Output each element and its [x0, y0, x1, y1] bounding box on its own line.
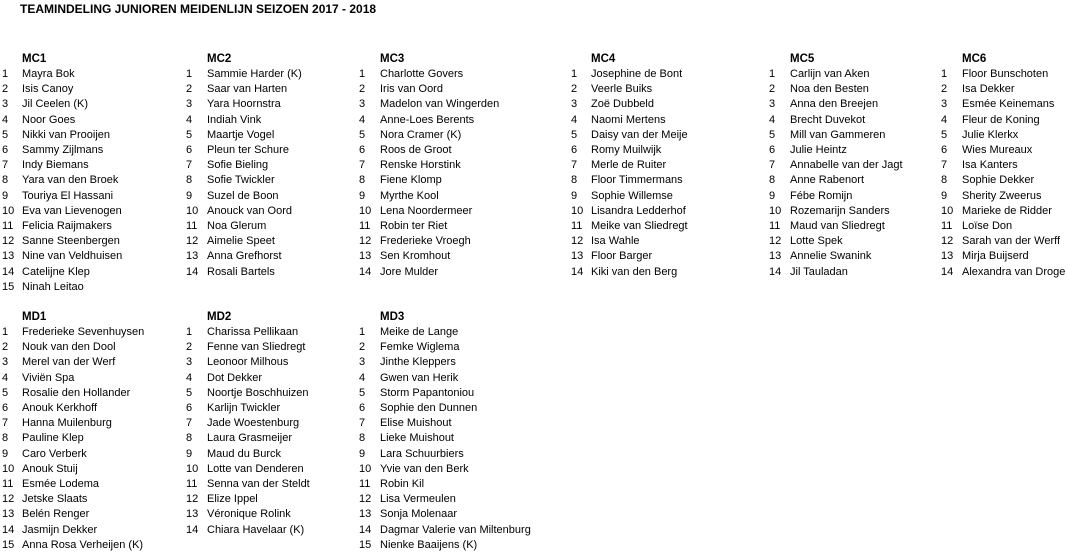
player-number: 13 [186, 250, 199, 263]
player-number: 14 [2, 265, 15, 278]
player-number: 13 [359, 508, 372, 521]
player-number: 10 [769, 204, 782, 217]
player-name: Yvie van den Berk [380, 462, 469, 475]
player-number: 6 [359, 402, 366, 414]
player-number: 2 [186, 83, 193, 96]
player-number: 14 [186, 265, 199, 278]
player-name: Anouk Kerkhoff [22, 402, 98, 414]
player-name: Jade Woestenburg [207, 417, 300, 430]
player-name: Catelijne Klep [22, 265, 90, 278]
player-name: Maartje Vogel [207, 128, 275, 141]
player-number: 6 [359, 144, 366, 156]
player-name: Floor Timmermans [591, 174, 683, 187]
player-number: 10 [571, 204, 584, 217]
player-number: 3 [359, 98, 366, 111]
team-header: MD1 [22, 311, 47, 323]
player-name: Leonoor Milhous [207, 356, 289, 369]
player-number: 4 [571, 113, 578, 126]
player-number: 3 [941, 98, 948, 111]
player-number: 4 [359, 371, 366, 384]
player-number: 14 [2, 523, 15, 536]
player-name: Indiah Vink [207, 113, 262, 126]
player-name: Fiene Klomp [380, 174, 442, 187]
player-number: 10 [2, 462, 15, 475]
player-number: 15 [359, 538, 372, 551]
player-number: 7 [941, 159, 948, 172]
player-number: 13 [2, 508, 15, 521]
player-name: Anne Rabenort [790, 174, 864, 187]
player-name: Sarah van der Werff [962, 235, 1061, 248]
player-name: Frederieke Sevenhuysen [22, 326, 145, 338]
player-name: Rosalie den Hollander [22, 386, 131, 399]
player-name: Laura Grasmeijer [207, 432, 292, 445]
player-number: 9 [2, 447, 9, 460]
player-name: Suzel de Boon [207, 189, 279, 202]
player-name: Anna Grefhorst [207, 250, 282, 263]
player-name: Charlotte Govers [380, 68, 464, 80]
player-number: 2 [941, 83, 948, 96]
player-name: Storm Papantoniou [380, 386, 475, 399]
player-number: 5 [186, 386, 193, 399]
player-name: Anouck van Oord [207, 204, 292, 217]
team-header: MD3 [380, 311, 405, 323]
player-number: 8 [571, 174, 578, 187]
player-number: 11 [769, 220, 781, 232]
player-number: 1 [359, 68, 366, 80]
player-number: 7 [186, 417, 193, 430]
player-name: Noortje Boschhuizen [207, 386, 309, 399]
player-name: Viviën Spa [22, 371, 75, 384]
player-number: 3 [769, 98, 776, 111]
player-number: 2 [571, 83, 578, 96]
player-number: 6 [2, 144, 9, 156]
player-name: Roos de Groot [380, 144, 452, 156]
player-name: Sophie Dekker [962, 174, 1035, 187]
player-number: 4 [2, 371, 9, 384]
player-number: 5 [571, 128, 578, 141]
player-number: 14 [359, 523, 372, 536]
player-number: 1 [941, 68, 948, 80]
player-name: Floor Bunschoten [962, 68, 1049, 80]
player-number: 7 [359, 417, 366, 430]
player-number: 3 [571, 98, 578, 111]
player-name: Sonja Molenaar [380, 508, 458, 521]
player-name: Véronique Rolink [207, 508, 291, 521]
player-name: Nouk van den Dool [22, 341, 116, 354]
player-name: Julie Heintz [790, 144, 847, 156]
player-number: 10 [2, 204, 15, 217]
player-name: Femke Wiglema [380, 341, 460, 354]
player-name: Lieke Muishout [380, 432, 454, 445]
player-number: 4 [186, 113, 193, 126]
player-number: 4 [941, 113, 948, 126]
player-number: 1 [769, 68, 776, 80]
player-number: 13 [186, 508, 199, 521]
player-name: Mill van Gammeren [790, 128, 886, 141]
player-number: 13 [359, 250, 372, 263]
player-name: Saar van Harten [207, 83, 288, 96]
player-name: Annelie Swanink [790, 250, 872, 263]
player-number: 2 [769, 83, 776, 96]
player-number: 6 [186, 402, 193, 414]
player-name: Isa Wahle [591, 235, 640, 248]
player-name: Jetske Slaats [22, 493, 88, 506]
player-number: 6 [941, 144, 948, 156]
player-name: Lisa Vermeulen [380, 493, 456, 506]
player-number: 6 [769, 144, 776, 156]
player-name: Noor Goes [22, 113, 76, 126]
player-number: 1 [2, 68, 9, 80]
player-number: 8 [359, 432, 366, 445]
player-name: Chiara Havelaar (K) [207, 523, 305, 536]
player-number: 12 [186, 493, 199, 506]
player-name: Sherity Zweerus [962, 189, 1042, 202]
player-number: 1 [571, 68, 578, 80]
player-name: Zoë Dubbeld [591, 98, 654, 111]
player-number: 7 [571, 159, 578, 172]
player-number: 12 [2, 493, 15, 506]
player-number: 11 [186, 220, 198, 232]
player-number: 5 [2, 386, 9, 399]
player-name: Aimelie Speet [207, 235, 275, 248]
player-number: 15 [2, 280, 15, 293]
player-number: 6 [2, 402, 9, 414]
player-number: 2 [2, 83, 9, 96]
player-number: 13 [769, 250, 782, 263]
player-name: Madelon van Wingerden [380, 98, 500, 111]
player-number: 12 [186, 235, 199, 248]
player-name: Wies Mureaux [962, 144, 1033, 156]
player-name: Meike van Sliedregt [591, 220, 688, 232]
player-name: Sammie Harder (K) [207, 68, 302, 80]
player-name: Anna den Breejen [790, 98, 879, 111]
player-number: 6 [571, 144, 578, 156]
player-number: 8 [186, 432, 193, 445]
player-number: 10 [941, 204, 954, 217]
player-number: 7 [359, 159, 366, 172]
player-number: 9 [359, 447, 366, 460]
player-name: Rozemarijn Sanders [790, 204, 890, 217]
player-number: 8 [186, 174, 193, 187]
player-name: Kiki van den Berg [591, 265, 678, 278]
player-number: 1 [186, 68, 193, 80]
player-number: 5 [359, 128, 366, 141]
player-name: Yara van den Broek [22, 174, 119, 187]
player-name: Isa Dekker [962, 83, 1015, 96]
player-number: 12 [359, 493, 372, 506]
player-number: 10 [359, 204, 372, 217]
player-name: Anouk Stuij [22, 462, 78, 475]
player-name: Rosali Bartels [207, 265, 275, 278]
player-number: 11 [571, 220, 583, 232]
player-number: 7 [769, 159, 776, 172]
player-name: Julie Klerkx [962, 128, 1019, 141]
player-name: Elize Ippel [207, 493, 258, 506]
player-name: Marieke de Ridder [962, 204, 1052, 217]
player-number: 11 [2, 478, 14, 490]
player-name: Myrthe Kool [380, 189, 439, 202]
player-number: 14 [941, 265, 954, 278]
player-number: 2 [359, 341, 366, 354]
player-name: Fébe Romijn [790, 189, 853, 202]
player-number: 3 [186, 356, 193, 369]
player-number: 3 [359, 356, 366, 369]
player-name: Josephine de Bont [591, 68, 683, 80]
player-name: Lotte van Denderen [207, 462, 304, 475]
team-header: MC4 [591, 53, 616, 65]
player-name: Naomi Mertens [591, 113, 666, 126]
player-number: 2 [359, 83, 366, 96]
player-number: 5 [186, 128, 193, 141]
player-name: Veerle Buiks [591, 83, 653, 96]
player-name: Jil Tauladan [790, 265, 848, 278]
player-number: 6 [186, 144, 193, 156]
document-title: TEAMINDELING JUNIOREN MEIDENLIJN SEIZOEN 2017 - 2018 [20, 2, 377, 16]
player-name: Noa Glerum [207, 220, 267, 232]
player-name: Sen Kromhout [380, 250, 451, 263]
player-name: Belén Renger [22, 508, 90, 521]
player-name: Fenne van Sliedregt [207, 341, 306, 354]
player-name: Nikki van Prooijen [22, 128, 111, 141]
player-number: 1 [186, 326, 193, 338]
player-name: Gwen van Herik [380, 371, 459, 384]
player-name: Senna van der Steldt [207, 478, 310, 490]
player-name: Nine van Veldhuisen [22, 250, 123, 263]
player-number: 14 [571, 265, 584, 278]
player-number: 9 [359, 189, 366, 202]
player-number: 10 [186, 204, 199, 217]
player-number: 4 [2, 113, 9, 126]
player-name: Sammy Zijlmans [22, 144, 104, 156]
player-name: Caro Verberk [22, 447, 87, 460]
player-name: Maud van Sliedregt [790, 220, 885, 232]
player-name: Iris van Oord [380, 83, 443, 96]
player-number: 5 [769, 128, 776, 141]
player-number: 13 [2, 250, 15, 263]
player-number: 15 [2, 538, 15, 551]
player-number: 7 [2, 159, 9, 172]
player-name: Carlijn van Aken [790, 68, 870, 80]
team-header: MC5 [790, 53, 815, 65]
player-number: 3 [2, 98, 9, 111]
player-name: Sofie Twickler [207, 174, 275, 187]
player-number: 9 [2, 189, 9, 202]
player-name: Felicia Raijmakers [22, 220, 112, 232]
player-name: Romy Muilwijk [591, 144, 662, 156]
player-number: 14 [769, 265, 782, 278]
player-name: Alexandra van Droge [962, 265, 1066, 278]
team-header: MC3 [380, 53, 405, 65]
player-number: 8 [359, 174, 366, 187]
player-number: 9 [186, 189, 193, 202]
player-number: 7 [2, 417, 9, 430]
player-number: 11 [941, 220, 953, 232]
player-name: Lena Noordermeer [380, 204, 473, 217]
team-header: MC6 [962, 53, 987, 65]
player-name: Lisandra Ledderhof [591, 204, 686, 217]
player-number: 5 [359, 386, 366, 399]
player-name: Renske Horstink [380, 159, 461, 172]
player-number: 10 [186, 462, 199, 475]
player-name: Meike de Lange [380, 326, 459, 338]
player-name: Mirja Buijserd [962, 250, 1029, 263]
player-name: Esmée Keinemans [962, 98, 1055, 111]
player-number: 12 [769, 235, 782, 248]
player-name: Pleun ter Schure [207, 144, 289, 156]
player-number: 2 [186, 341, 193, 354]
player-number: 2 [2, 341, 9, 354]
player-number: 14 [186, 523, 199, 536]
player-name: Fleur de Koning [962, 113, 1040, 126]
player-name: Touriya El Hassani [22, 189, 114, 202]
player-name: Dagmar Valerie van Miltenburg [380, 523, 531, 536]
player-number: 4 [359, 113, 366, 126]
player-name: Yara Hoornstra [207, 98, 281, 111]
player-number: 13 [941, 250, 954, 263]
player-name: Elise Muishout [380, 417, 452, 430]
player-number: 1 [359, 326, 366, 338]
player-name: Daisy van der Meije [591, 128, 688, 141]
player-number: 4 [769, 113, 776, 126]
player-number: 5 [941, 128, 948, 141]
player-number: 9 [571, 189, 578, 202]
player-name: Floor Barger [591, 250, 653, 263]
player-name: Eva van Lievenogen [22, 204, 122, 217]
team-header: MC2 [207, 53, 232, 65]
player-name: Frederieke Vroegh [380, 235, 471, 248]
player-name: Jasmijn Dekker [22, 523, 98, 536]
player-name: Isis Canoy [22, 83, 74, 96]
player-number: 8 [2, 174, 9, 187]
player-number: 8 [2, 432, 9, 445]
player-name: Dot Dekker [207, 371, 263, 384]
player-name: Merel van der Werf [22, 356, 116, 369]
player-name: Sanne Steenbergen [22, 235, 120, 248]
player-name: Charissa Pellikaan [207, 326, 299, 338]
player-number: 1 [2, 326, 9, 338]
player-name: Sophie den Dunnen [380, 402, 478, 414]
player-name: Brecht Duvekot [790, 113, 866, 126]
player-name: Nienke Baaijens (K) [380, 538, 478, 551]
player-number: 4 [186, 371, 193, 384]
player-name: Lotte Spek [790, 235, 843, 248]
player-number: 9 [186, 447, 193, 460]
player-number: 10 [359, 462, 372, 475]
player-name: Noa den Besten [790, 83, 869, 96]
player-number: 12 [359, 235, 372, 248]
player-number: 3 [186, 98, 193, 111]
player-name: Hanna Muilenburg [22, 417, 112, 430]
player-name: Sophie Willemse [591, 189, 673, 202]
player-number: 5 [2, 128, 9, 141]
player-name: Lara Schuurbiers [380, 447, 464, 460]
player-name: Karlijn Twickler [207, 402, 281, 414]
player-number: 14 [359, 265, 372, 278]
player-name: Ninah Leitao [22, 280, 84, 293]
player-name: Isa Kanters [962, 159, 1018, 172]
player-name: Merle de Ruiter [591, 159, 667, 172]
player-number: 7 [186, 159, 193, 172]
player-number: 12 [2, 235, 15, 248]
player-number: 13 [571, 250, 584, 263]
player-name: Jore Mulder [380, 265, 439, 278]
player-number: 9 [941, 189, 948, 202]
player-number: 8 [941, 174, 948, 187]
player-name: Anne-Loes Berents [380, 113, 475, 126]
player-name: Jinthe Kleppers [380, 356, 456, 369]
player-name: Anna Rosa Verheijen (K) [22, 538, 144, 551]
player-name: Sofie Bieling [207, 159, 269, 172]
player-number: 12 [941, 235, 954, 248]
player-name: Jil Ceelen (K) [22, 98, 89, 111]
player-number: 8 [769, 174, 776, 187]
team-header: MD2 [207, 311, 232, 323]
player-name: Pauline Klep [22, 432, 84, 445]
player-name: Mayra Bok [22, 68, 75, 80]
player-name: Annabelle van der Jagt [790, 159, 903, 172]
player-name: Nora Cramer (K) [380, 128, 462, 141]
player-name: Robin ter Riet [380, 220, 448, 232]
player-name: Loïse Don [962, 220, 1013, 232]
player-name: Robin Kil [380, 478, 425, 490]
team-header: MC1 [22, 53, 47, 65]
player-name: Esmée Lodema [22, 478, 100, 490]
player-number: 11 [2, 220, 14, 232]
player-number: 11 [359, 478, 371, 490]
player-name: Indy Biemans [22, 159, 89, 172]
player-number: 12 [571, 235, 584, 248]
player-number: 11 [359, 220, 371, 232]
player-number: 3 [2, 356, 9, 369]
player-number: 9 [769, 189, 776, 202]
player-number: 11 [186, 478, 198, 490]
player-name: Maud du Burck [207, 447, 281, 460]
